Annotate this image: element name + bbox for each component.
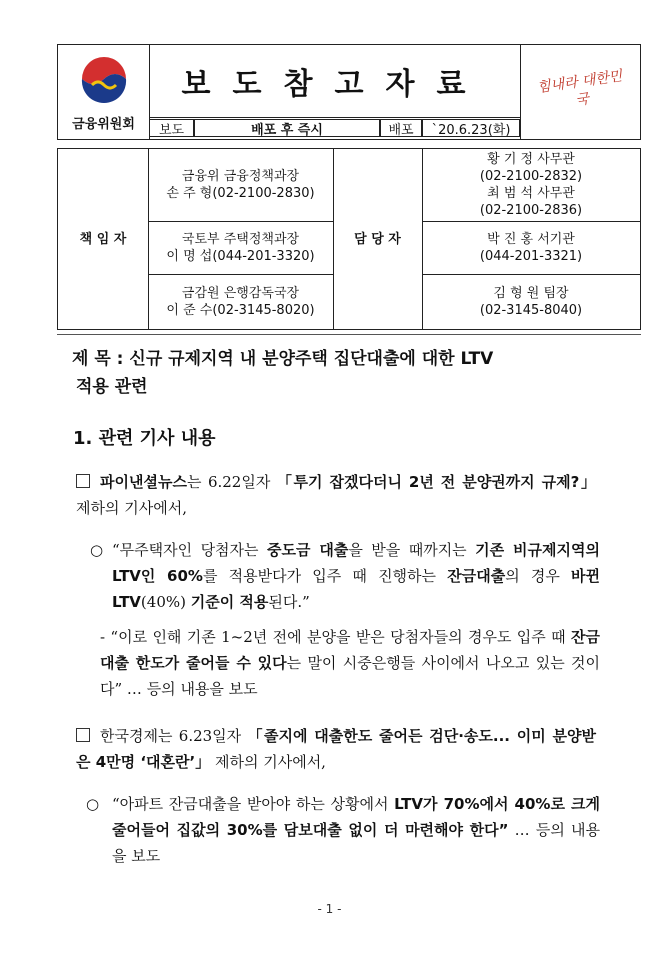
org-name: 금융위원회 bbox=[72, 117, 135, 132]
quote-text: (40%) bbox=[140, 593, 191, 611]
responsible-1 bbox=[148, 149, 333, 221]
article-2-tail: 제하의 기사에서, bbox=[210, 753, 326, 771]
subquote-text: - “이로 인해 기존 1~2년 전에 분양을 받은 당첨자들의 경우도 입주 때 bbox=[100, 628, 572, 646]
quote-text: 을 받을 때까지는 bbox=[348, 541, 476, 559]
responsible-3-name: 이 준 수(02-3145-8020) bbox=[166, 302, 315, 318]
responsible-1-dept: 금융위 금융정책과장 bbox=[181, 169, 300, 184]
page-number: - 1 - bbox=[317, 902, 342, 916]
checkbox-square-icon bbox=[76, 474, 90, 488]
officer-2-name: 박 진 홍 서기관 bbox=[487, 231, 575, 247]
quote-text: 의 경우 bbox=[505, 567, 572, 585]
officer-1 bbox=[422, 149, 640, 221]
release-row bbox=[149, 117, 520, 139]
responsible-3-dept: 금감원 은행감독국장 bbox=[181, 285, 300, 301]
quote-text: “무주택자인 당첨자는 bbox=[112, 541, 267, 559]
responsible-label: 책 임 자 bbox=[79, 231, 127, 247]
subject-line-1: 제 목 : 신규 규제지역 내 분양주택 집단대출에 대한 LTV bbox=[72, 349, 494, 369]
officer-3-phone: (02-3145-8040) bbox=[479, 302, 583, 318]
checkbox-square-icon bbox=[76, 728, 90, 742]
article-1-headline: 「투기 잡겠다더니 2년 전 분양권까지 규제?」 bbox=[276, 473, 597, 491]
officer-1b-name: 최 범 석 사무관 bbox=[487, 186, 575, 201]
subquote-emphasis: 잔금대출 한도가 줄어들 수 있다 bbox=[100, 628, 600, 672]
quote-text: 된다.” bbox=[268, 593, 310, 611]
subject bbox=[72, 345, 632, 401]
press-header bbox=[57, 44, 641, 140]
article-1-tail: 제하의 기사에서, bbox=[76, 499, 187, 517]
responsible-2-name: 이 명 섭(044-201-3320) bbox=[166, 248, 315, 264]
quote-emphasis: 바뀐 LTV bbox=[112, 567, 600, 611]
officer-3 bbox=[422, 274, 640, 329]
responsible-2-dept: 국토부 주택정책과장 bbox=[181, 231, 300, 247]
article-1-source: 파이낸셜뉴스 bbox=[100, 473, 187, 491]
responsible-1-name: 손 주 형(02-2100-2830) bbox=[166, 186, 315, 201]
article-1-quote bbox=[112, 537, 600, 615]
slogan-calligraphy: 힘내라 대한민국 bbox=[536, 68, 624, 109]
date-value: `20.6.23(화) bbox=[422, 119, 520, 137]
officer-2-phone: (044-201-3321) bbox=[479, 248, 583, 264]
quote-emphasis: 중도금 대출 bbox=[266, 541, 349, 559]
officer-label: 담 당 자 bbox=[354, 231, 401, 247]
article-1-subquote bbox=[100, 624, 600, 702]
article-1-intro: 는 6.22일자 bbox=[186, 473, 277, 491]
document-title: 보도참고자료 bbox=[149, 45, 520, 118]
responsible-2 bbox=[148, 221, 333, 274]
responsible-3 bbox=[148, 274, 333, 329]
government-logo-icon bbox=[78, 55, 130, 107]
article-2-intro: 는 6.23일자 bbox=[157, 727, 248, 745]
contacts-table bbox=[57, 148, 641, 330]
quote-emphasis: 잔금대출 bbox=[447, 567, 506, 585]
article-item-1 bbox=[76, 469, 596, 521]
officer-3-name: 김 형 원 팀장 bbox=[493, 285, 569, 301]
quote-text: 를 적용받다가 입주 때 진행하는 bbox=[202, 567, 448, 585]
article-2-source: 한국경제 bbox=[100, 727, 158, 745]
officer-2 bbox=[422, 221, 640, 274]
section-heading: 1. 관련 기사 내용 bbox=[73, 428, 216, 449]
quote-emphasis: 기준이 적용 bbox=[190, 593, 269, 611]
officer-1-name: 황 기 정 사무관 bbox=[487, 152, 575, 167]
quote-text: … 등의 내용을 보도 bbox=[112, 821, 601, 865]
bullet-circle-icon: ○ bbox=[86, 795, 100, 813]
quote-emphasis: LTV가 70%에서 40%로 크게 줄어들어 집값의 30%를 담보대출 없이 더 마련해야 한다” bbox=[112, 795, 600, 839]
subject-rule bbox=[57, 334, 641, 335]
slogan-cell bbox=[520, 45, 641, 139]
release-value: 배포 후 즉시 bbox=[194, 119, 380, 137]
article-2-quote bbox=[112, 791, 600, 869]
subject-line-2: 적용 관련 bbox=[76, 377, 148, 397]
article-item-2 bbox=[76, 723, 596, 775]
logo-cell bbox=[58, 45, 150, 139]
release-label: 보도 bbox=[149, 119, 194, 137]
bullet-circle-icon: ○ bbox=[90, 541, 104, 559]
article-2-headline: 「졸지에 대출한도 줄어든 검단·송도... 이미 분양받은 4만명 ‘대혼란’」 bbox=[76, 727, 597, 771]
quote-text: “아파트 잔금대출을 받아야 하는 상황에서 bbox=[112, 795, 395, 813]
quote-emphasis: 기존 비규제지역의 LTV인 60% bbox=[112, 541, 600, 585]
date-label: 배포 bbox=[380, 119, 422, 137]
officer-1b-phone: (02-2100-2836) bbox=[479, 203, 583, 218]
officer-1-phone: (02-2100-2832) bbox=[479, 169, 583, 184]
subquote-text: 는 말이 시중은행들 사이에서 나오고 있는 것이다” … 등의 내용을 보도 bbox=[100, 654, 601, 698]
